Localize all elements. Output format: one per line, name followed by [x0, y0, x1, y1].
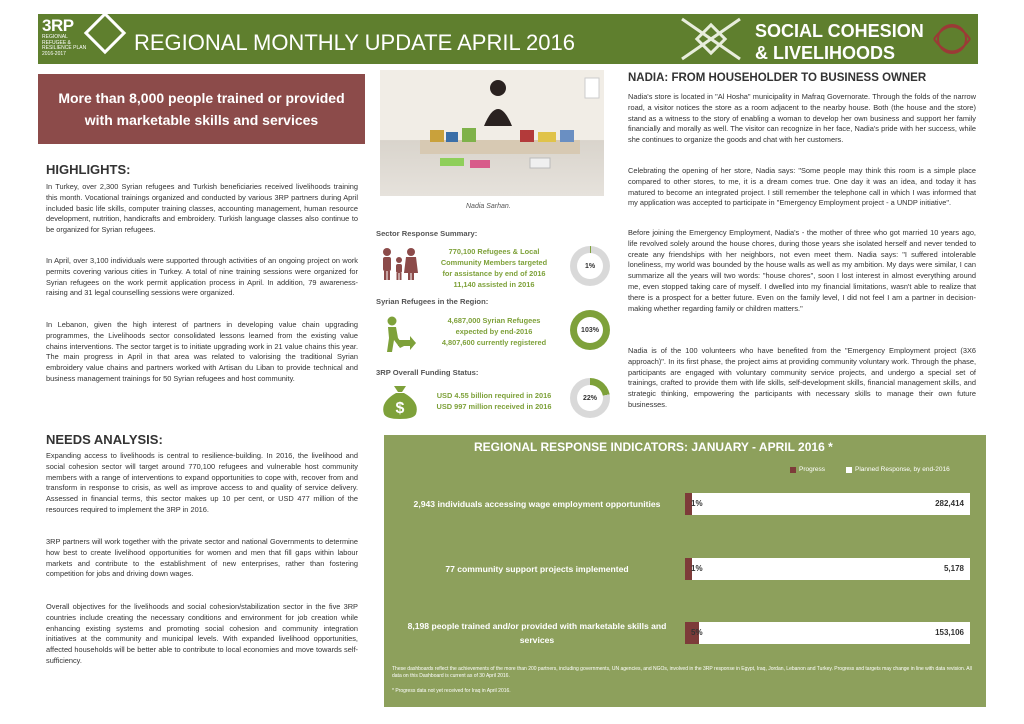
- indicator-percent: 5%: [691, 628, 703, 637]
- story-title: NADIA: FROM HOUSEHOLDER TO BUSINESS OWNER: [628, 72, 927, 84]
- indicators-title: REGIONAL RESPONSE INDICATORS: JANUARY - APRIL 2016 *: [474, 440, 833, 454]
- indicator-percent: 1%: [691, 499, 703, 508]
- photo-nadia-store: [380, 70, 604, 196]
- indicator-label: 2,943 individuals accessing wage employment opportunities: [413, 499, 661, 509]
- donut-value: 1%: [577, 253, 603, 279]
- page-title: REGIONAL MONTHLY UPDATE APRIL 2016: [134, 30, 575, 55]
- needs-paragraph: Expanding access to livelihoods is central to resilience-building. In 2016, the livelihood and social cohesion sector will target around 770,100 refugees and vulnerable host community members with a range of interventions to expand opportunities to cope with, recover from and transform in response to crisis, as well as improve access to and quality of service delivery. Assessed in financial terms, this sector makes up 10 per cent, or USD 477 million of the resources required to implement the 3RP in 2016.: [46, 451, 358, 514]
- key-message-banner: [38, 74, 365, 144]
- ornament-icon: [672, 14, 750, 64]
- refugees-label: Syrian Refugees in the Region:: [376, 297, 489, 306]
- logo-subtext: REGIONAL REFUGEE & RESILIENCE PLAN 2016-2017: [42, 34, 87, 57]
- 3rp-logo: [40, 16, 128, 62]
- banner-text: More than 8,000 people trained or provided with marketable skills and services: [58, 90, 345, 128]
- indicator-percent: 1%: [691, 564, 703, 573]
- indicator-target: 5,178: [943, 564, 964, 573]
- story-paragraph: Celebrating the opening of her store, Nadia says: "Some people may think this room is a simple place compared to other stores, to me, it is a dream comes true. One day it was an idea, and today it has matured to become an integrated project. I still remember the telephone call in which I was informed that my application was accepted to participate in "Emergency Employment project - a UNDP initiative".: [628, 166, 976, 208]
- highlights-paragraph: In Turkey, over 2,300 Syrian refugees and Turkish beneficiaries received livelihoods training this month. Vocational trainings organized and conducted by various 3RP partners during April included basic life skills, computer training classes, accounting management, human resource development, nutrition, handicrafts and embroidery. Turkish language classes also continue to be organized for Syrian refugees.: [46, 182, 358, 235]
- highlights-heading: HIGHLIGHTS:: [46, 162, 131, 177]
- refugees-text: 4,687,000 Syrian Refugees expected by end-2016 4,807,600 currently registered: [441, 316, 547, 347]
- money-bag-icon: [380, 384, 420, 420]
- legend-planned: Planned Response, by end-2016: [846, 466, 950, 473]
- legend-swatch: [846, 467, 852, 473]
- indicator-bar: [685, 558, 970, 580]
- indicators-footnote-asterisk: * Progress data not yet received for Iraq in April 2016.: [392, 688, 511, 694]
- family-icon: [380, 247, 418, 281]
- funding-label: 3RP Overall Funding Status:: [376, 368, 479, 377]
- story-paragraph: Nadia's store is located in "Al Hosha" municipality in Mafraq Governorate. Through the folds of the narrow road, a visitor notices the store as a room adjacent to the nearby house. Both (the house and the store) stand as a witness to the story of enabling a woman to develop her own business and support her family financially and morally as well. The visitor can recognize in her face, Nadia's pride with her success, while she continues to organize the goods and chat with her customers.: [628, 92, 976, 145]
- indicator-target: 153,106: [935, 628, 964, 637]
- indicator-bar: [685, 493, 970, 515]
- indicator-label: 77 community support projects implemented: [445, 564, 629, 574]
- legend-swatch: [790, 467, 796, 473]
- story-paragraph: Nadia is of the 100 volunteers who have benefited from the "Emergency Employment project (3X6 approach)". In its first phase, the project aims at providing community voluntary work. Through the phase, participants are engaged with voluntary community service projects, and undergo a special set of trainings, crafted to provide them with life skills, self-development skills, financial management skills, and strategic thinking, empowering the participants with necessary skills to manage their own future businesses.: [628, 346, 976, 409]
- store-illustration: [380, 70, 604, 196]
- sector-progress-donut: [570, 246, 610, 286]
- indicators-footnote: These dashboards reflect the achievements of the more than 200 partners, including governments, UN agencies, and NGOs, involved in the 3RP response in Egypt, Iraq, Jordan, Lebanon and Turkey. Progress and targets may change in line with data revision. All data on this Dashboard is current as of 30 April 2016.: [392, 666, 972, 679]
- indicator-bar: [685, 622, 970, 644]
- funding-text: USD 4.55 billion required in 2016 USD 997 million received in 2016: [436, 391, 552, 411]
- story-paragraph: Before joining the Emergency Employment, Nadia's - the mother of three who got married 10 years ago, life revolved solely around the house chores, during those years she isolated herself and never tended to create any friendships with her neighbors, not even meet them. Nadia says: "I suffered intolerable loneliness, my world was bounded by the house walls as well as my ambition. My days were similar, I can summarize all the years will two words: "house chores", soon I lost interest in almost everything around me, even stopped taking care of myself. I dwelled into my financial limitations, wasn't able to realize that there is a prospect for a better future. Even on the family level, I did not feel I am a partner in decision-making whether regarding family or children matters.": [628, 228, 976, 313]
- funding-progress-donut: [570, 378, 610, 418]
- walking-person-icon: [380, 316, 416, 354]
- photo-caption: Nadia Sarhan.: [466, 203, 511, 210]
- sector-target-text: 770,100 Refugees & Local Community Members targeted for assistance by end of 2016 11,140 assisted in 2016: [440, 247, 548, 289]
- highlights-paragraph: In Lebanon, given the high interest of partners in developing value chain upgrading programmes, the Livelihoods sector consolidated lessons learned from the existing value chains interventions. The sector target is to initiate upgrading work in 21 value chains this year. The main progress in April in that area was related to valorising the traditional Syrian embroidery value chains and partners worked with Artisan du Liban to provide technical and business management trainings for 50 Syrian refugees and host community.: [46, 320, 358, 383]
- indicator-target: 282,414: [935, 499, 964, 508]
- highlights-paragraph: In April, over 3,100 individuals were supported through activities of an ongoing project on work permits covering various cities in Turkey. A total of nine training sessions were organized for Syrian refugees on the work permit application process in April. In addition, 79 awareness-raising and 31 legal counselling sessions were organized.: [46, 256, 358, 298]
- donut-value: 22%: [577, 385, 603, 411]
- un-emblem-icon: [928, 18, 976, 60]
- refugees-progress-donut: [570, 310, 610, 350]
- indicator-label: 8,198 people trained and/or provided with marketable skills and services: [407, 621, 667, 645]
- needs-heading: NEEDS ANALYSIS:: [46, 432, 163, 447]
- section-title: SOCIAL COHESION & LIVELIHOODS: [755, 21, 924, 63]
- needs-paragraph: Overall objectives for the livelihoods and social cohesion/stabilization sector in the five 3RP countries include creating the necessary conditions and environment for job creation while enhancing existing systems and promoting social cohesion and community integration initiatives at the community and municipal levels. With expanded livelihood opportunities, affected households will be better able to contribute to local economies and move towards self-sufficiency.: [46, 602, 358, 665]
- svg-text:$: $: [395, 400, 405, 417]
- logo-text: 3RP: [42, 16, 74, 35]
- needs-paragraph: 3RP partners will work together with the private sector and national Governments to determine how best to create livelihood opportunities for women and men that fill gaps within labour markets and contribute to the establishment of new enterprises, rather than fostering competition for jobs and driving down wages.: [46, 537, 358, 579]
- sector-summary-label: Sector Response Summary:: [376, 229, 478, 238]
- donut-value: 103%: [577, 317, 603, 343]
- legend-progress: Progress: [790, 466, 825, 473]
